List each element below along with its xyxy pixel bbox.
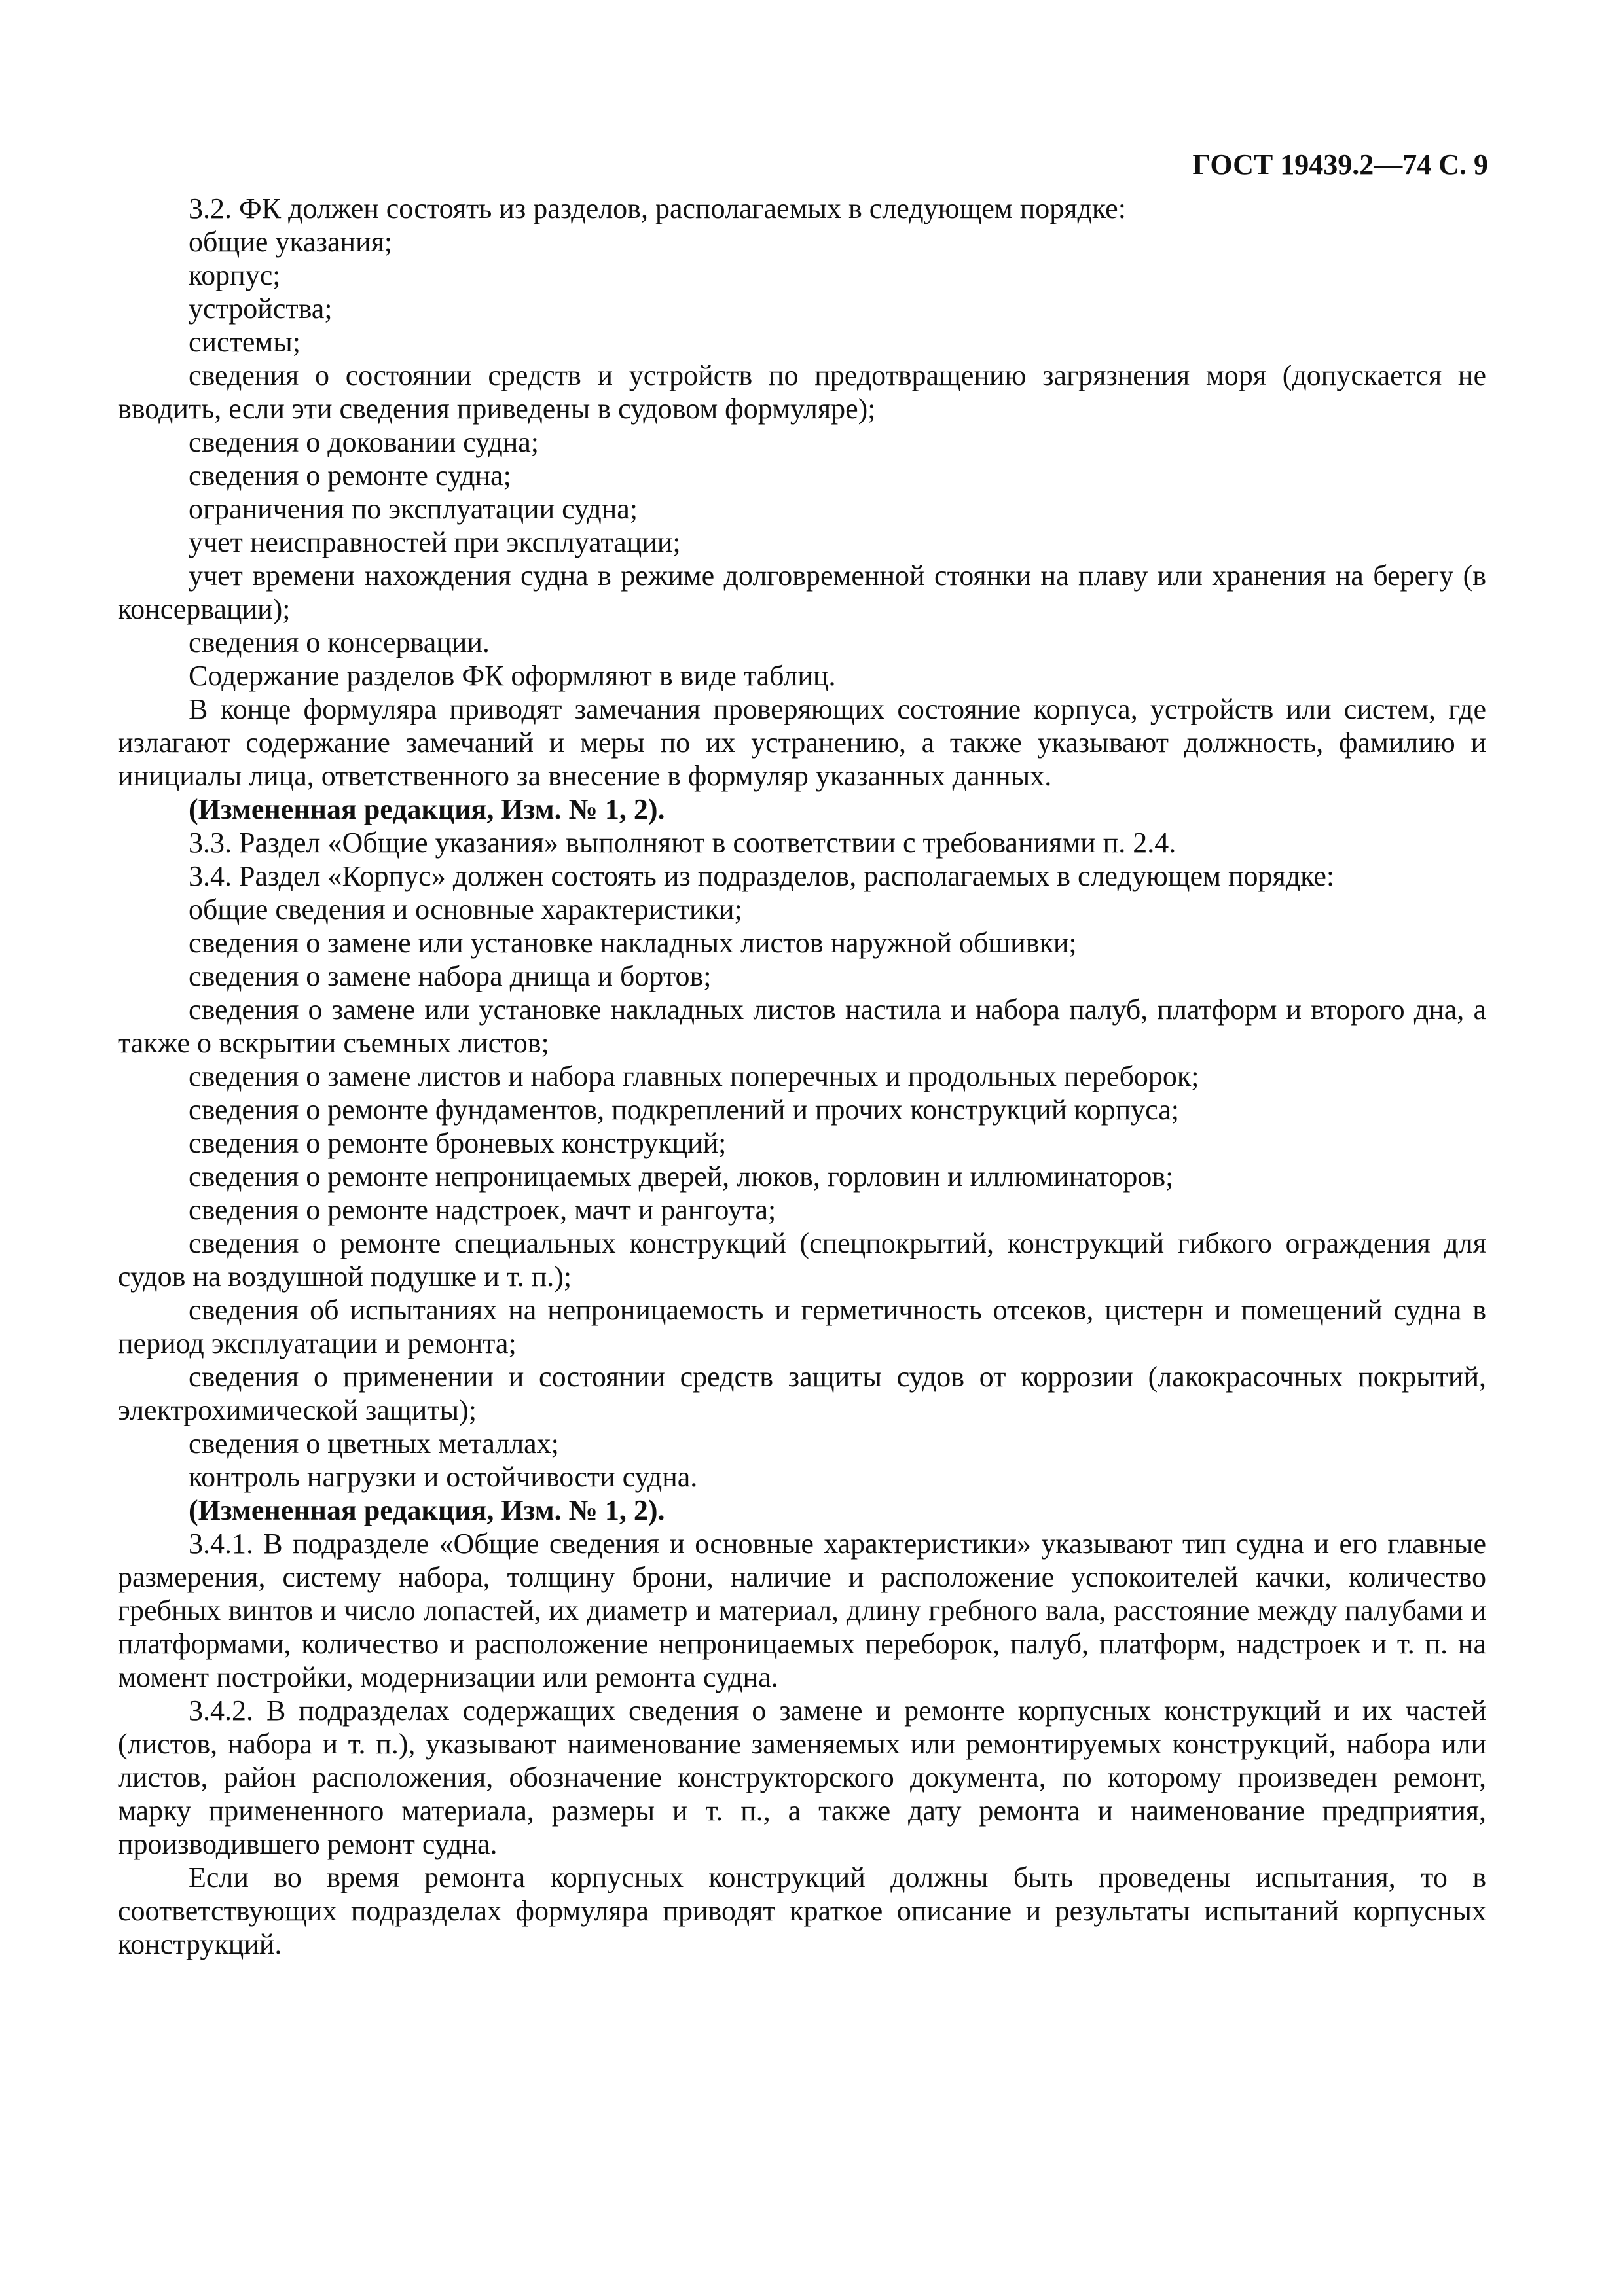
paragraph: 3.2. ФК должен состоять из разделов, располагаемых в следующем порядке: [189, 192, 1126, 224]
list-item: сведения о замене набора днища и бортов; [189, 960, 712, 992]
list-item: сведения о ремонте фундаментов, подкреплений и прочих конструкций корпуса; [189, 1094, 1179, 1126]
list-item: сведения о доковании судна; [189, 426, 539, 458]
list-item: системы; [189, 326, 301, 358]
page-header: ГОСТ 19439.2—74 С. 9 [1192, 149, 1488, 181]
list-item: сведения о ремонте непроницаемых дверей, люков, горловин и иллюминаторов; [189, 1160, 1174, 1193]
paragraph: 3.4.1. В подразделе «Общие сведения и основные характеристики» указывают тип судна и его главные размерения, систему набора, толщину брони, наличие и расположение успокоителей качки, количество гребных винтов и число лопастей, их диаметр и материал, длину гребного вала, расстояние между палубами и платформами, количество и расположение непроницаемых переборок, палуб, платформ, надстроек и т. п. на момент постройки, модернизации или ремонта судна. [118, 1528, 1486, 1693]
document-body [118, 192, 1486, 1961]
list-item: корпус; [189, 259, 281, 291]
list-item: сведения о замене или установке накладных листов наружной обшивки; [189, 927, 1077, 959]
list-item: сведения о замене листов и набора главных поперечных и продольных переборок; [189, 1060, 1199, 1092]
paragraph: В конце формуляра приводят замечания проверяющих состояние корпуса, устройств или систем, где излагают содержание замечаний и меры по их устранению, а также указывают должность, фамилию и инициалы лица, ответственного за внесение в формуляр указанных данных. [118, 693, 1486, 792]
list-item: контроль нагрузки и остойчивости судна. [189, 1461, 698, 1493]
amendment-note: (Измененная редакция, Изм. № 1, 2). [189, 793, 665, 825]
paragraph: 3.4. Раздел «Корпус» должен состоять из подразделов, располагаемых в следующем порядке: [189, 860, 1335, 892]
paragraph: 3.3. Раздел «Общие указания» выполняют в соответствии с требованиями п. 2.4. [189, 827, 1176, 859]
list-item: сведения о ремонте специальных конструкций (спецпокрытий, конструкций гибкого ограждения для судов на воздушной подушке и т. п.); [118, 1227, 1486, 1293]
list-item: общие указания; [189, 226, 393, 258]
list-item: сведения о ремонте судна; [189, 459, 511, 492]
list-item: сведения об испытаниях на непроницаемость и герметичность отсеков, цистерн и помещений судна в период эксплуатации и ремонта; [118, 1294, 1486, 1359]
list-item: сведения о ремонте надстроек, мачт и рангоута; [189, 1194, 776, 1226]
list-item: устройства; [189, 293, 333, 325]
list-item: сведения о цветных металлах; [189, 1427, 559, 1460]
paragraph: 3.4.2. В подразделах содержащих сведения о замене и ремонте корпусных конструкций и их частей (листов, набора и т. п.), указывают наименование заменяемых или ремонтируемых конструкций, набора или листов, район расположения, обозначение конструкторского документа, по которому произведен ремонт, марку примененного материала, размеры и т. п., а также дату ремонта и наименование предприятия, производившего ремонт судна. [118, 1695, 1486, 1860]
paragraph: Содержание разделов ФК оформляют в виде таблиц. [189, 660, 836, 692]
list-item: сведения о замене или установке накладных листов настила и набора палуб, платформ и второго дна, а также о вскрытии съемных листов; [118, 994, 1486, 1059]
list-item: сведения о состоянии средств и устройств по предотвращению загрязнения моря (допускается не вводить, если эти сведения приведены в судовом формуляре); [118, 359, 1486, 425]
list-item: сведения о консервации. [189, 626, 490, 658]
paragraph: Если во время ремонта корпусных конструкций должны быть проведены испытания, то в соответствующих подразделах формуляра приводят краткое описание и результаты испытаний корпусных конструкций. [118, 1861, 1486, 1960]
list-item: сведения о ремонте броневых конструкций; [189, 1127, 727, 1159]
list-item: сведения о применении и состоянии средств защиты судов от коррозии (лакокрасочных покрытий, электрохимической защиты); [118, 1361, 1486, 1426]
list-item: ограничения по эксплуатации судна; [189, 493, 638, 525]
list-item: учет времени нахождения судна в режиме долговременной стоянки на плаву или хранения на берегу (в консервации); [118, 560, 1486, 625]
amendment-note: (Измененная редакция, Изм. № 1, 2). [189, 1494, 665, 1526]
list-item: общие сведения и основные характеристики; [189, 893, 742, 925]
list-item: учет неисправностей при эксплуатации; [189, 526, 681, 558]
